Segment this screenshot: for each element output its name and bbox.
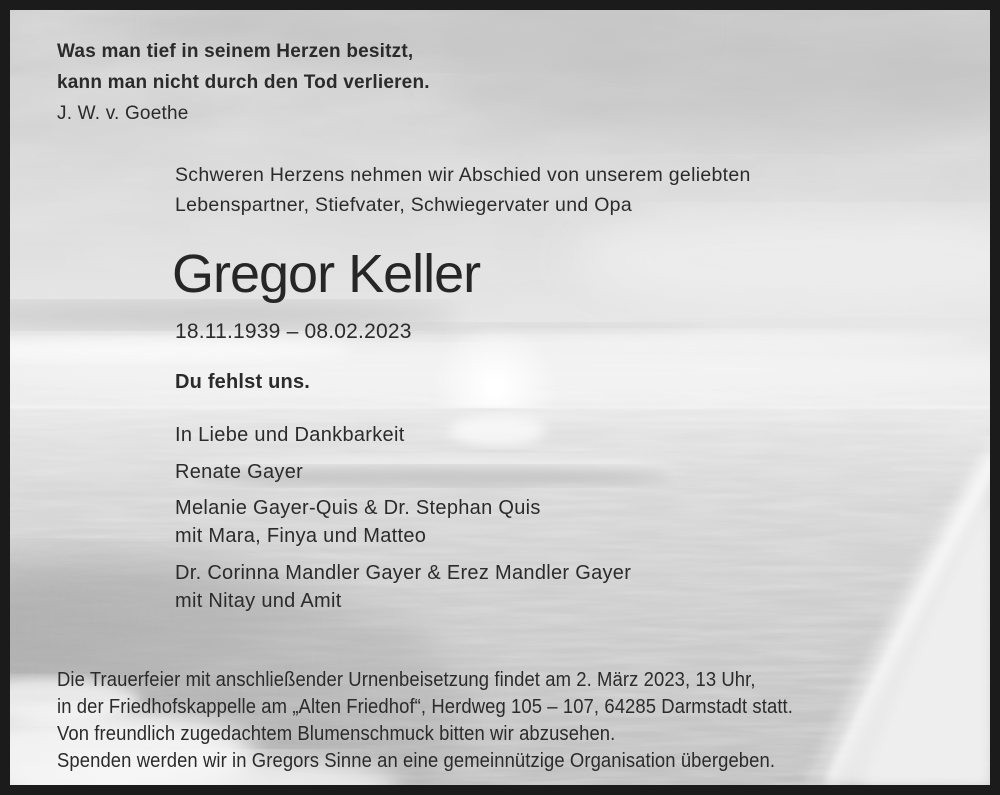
mourner-widow: Renate Gayer (175, 461, 304, 483)
memorial-quote (57, 36, 430, 129)
funeral-line: Die Trauerfeier mit anschließender Urnenbeisetzung findet am 2. März 2023, 13 Uhr, (57, 668, 756, 691)
life-dates: 18.11.1939 – 08.02.2023 (175, 320, 412, 343)
mourner-family1-line1: Melanie Gayer-Quis & Dr. Stephan Quis (175, 497, 541, 519)
quote-attribution: J. W. v. Goethe (57, 103, 189, 124)
mourner-family2-line1: Dr. Corinna Mandler Gayer & Erez Mandler Gayer (175, 562, 632, 584)
mourner-family2-line2: mit Nitay und Amit (175, 590, 342, 612)
funeral-line: in der Friedhofskappelle am „Alten Friedhof“, Herdweg 105 – 107, 64285 Darmstadt statt. (57, 695, 793, 718)
sun (484, 376, 506, 398)
mourners-list (175, 421, 631, 615)
horizon-line (10, 406, 990, 409)
intro-line: Lebenspartner, Stiefvater, Schwiegervater und Opa (175, 194, 632, 216)
funeral-line: Von freundlich zugedachtem Blumenschmuck bitten wir abzusehen. (57, 722, 616, 745)
farewell-text: Du fehlst uns. (175, 371, 311, 393)
intro-text (175, 160, 751, 220)
funeral-details (57, 666, 793, 774)
mourner-family1-line2: mit Mara, Finya und Matteo (175, 525, 427, 547)
deceased-name: Gregor Keller (172, 244, 481, 304)
quote-line: Was man tief in seinem Herzen besitzt, (57, 41, 414, 62)
mourners-heading: In Liebe und Dankbarkeit (175, 424, 405, 446)
quote-line: kann man nicht durch den Tod verlieren. (57, 72, 430, 93)
intro-line: Schweren Herzens nehmen wir Abschied von unserem geliebten (175, 164, 751, 186)
funeral-line: Spenden werden wir in Gregors Sinne an eine gemeinnützige Organisation übergeben. (57, 749, 776, 772)
